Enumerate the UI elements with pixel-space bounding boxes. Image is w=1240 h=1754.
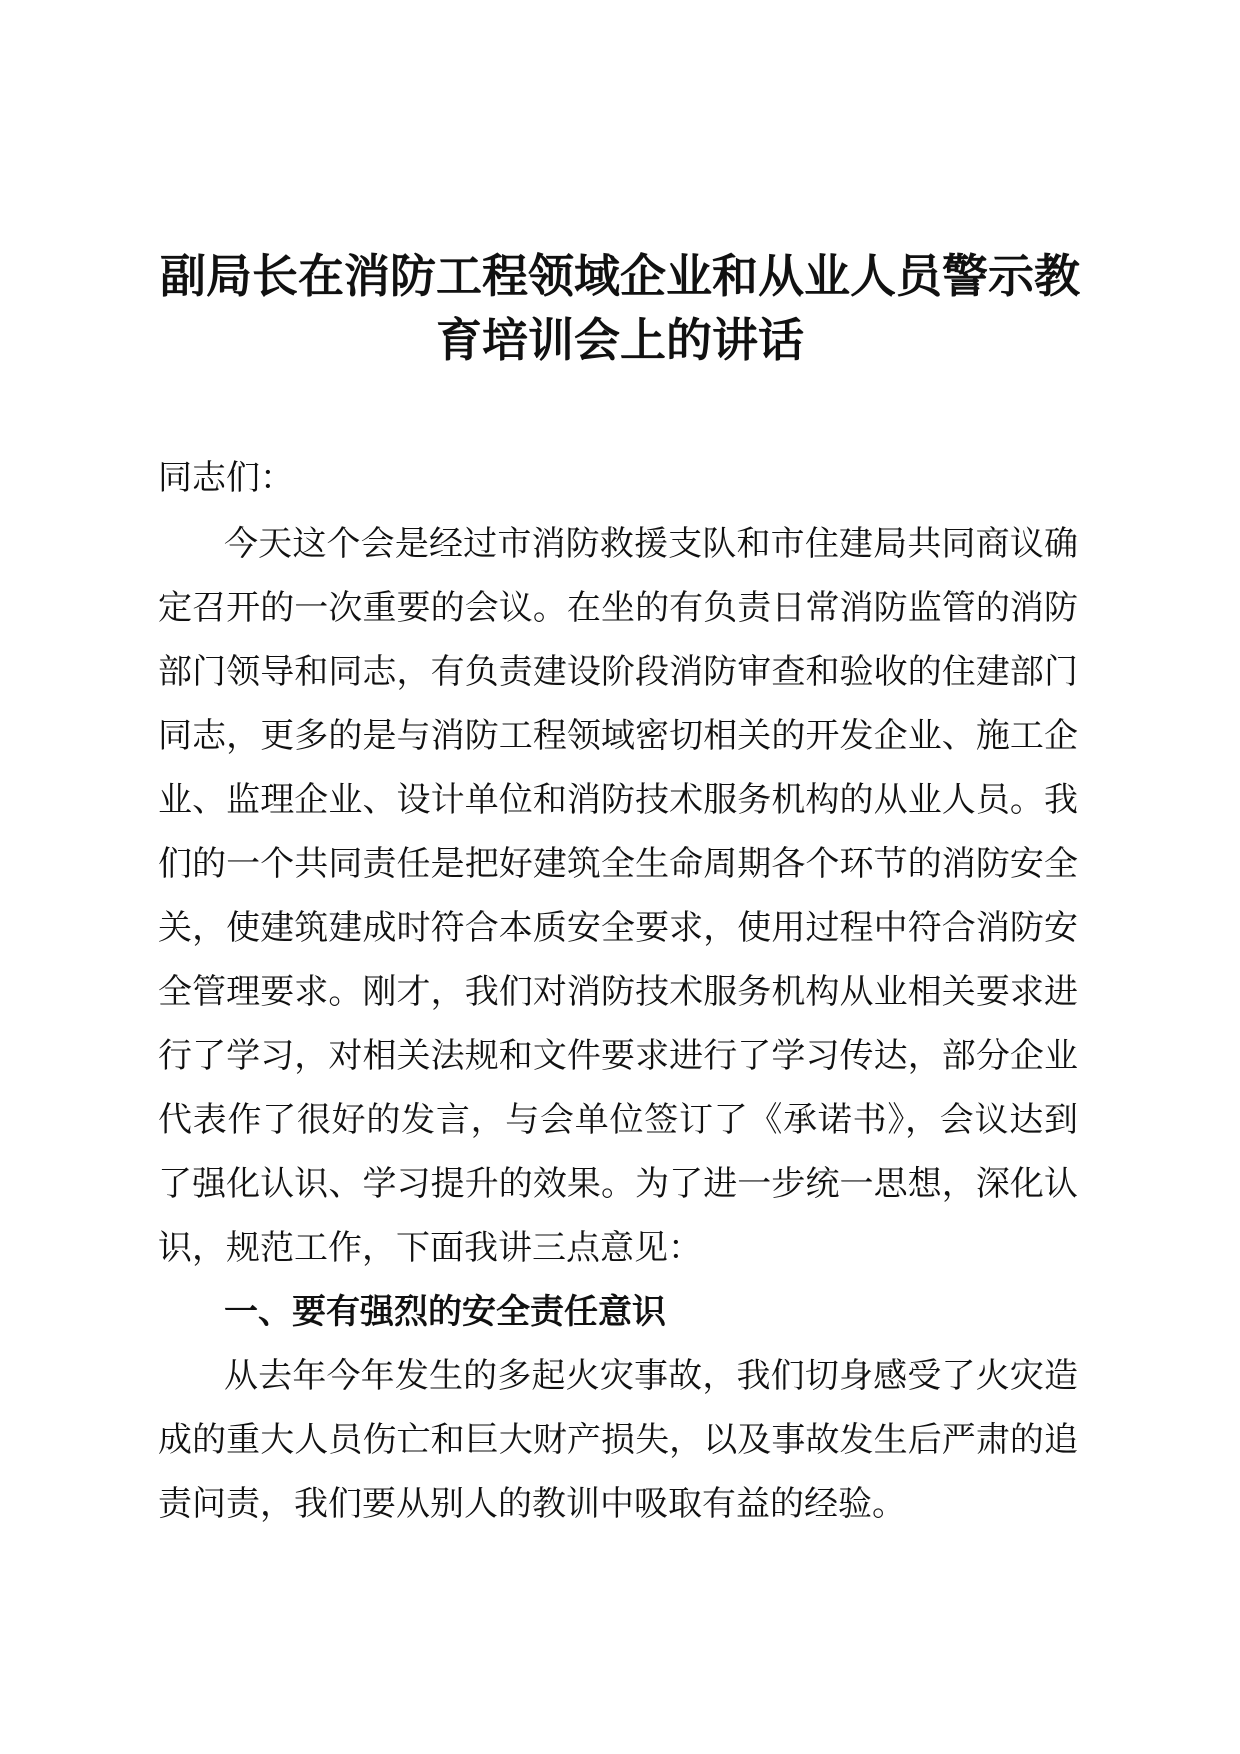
paragraph-1-line-5: 业、监理企业、设计单位和消防技术服务机构的从业人员。我 [158, 780, 1078, 820]
paragraph-1-line-4: 同志，更多的是与消防工程领域密切相关的开发企业、施工企 [158, 716, 1078, 756]
paragraph-1-line-1: 今天这个会是经过市消防救援支队和市住建局共同商议确 [224, 524, 1078, 564]
paragraph-1-line-8: 全管理要求。刚才，我们对消防技术服务机构从业相关要求进 [158, 972, 1078, 1012]
paragraph-1-line-9: 行了学习，对相关法规和文件要求进行了学习传达，部分企业 [158, 1036, 1078, 1076]
paragraph-1-line-6: 们的一个共同责任是把好建筑全生命周期各个环节的消防安全 [158, 844, 1078, 884]
document-title-line-2: 育培训会上的讲话 [436, 313, 804, 367]
document-title-line-1: 副局长在消防工程领域企业和从业人员警示教 [160, 249, 1080, 303]
paragraph-1-line-7: 关，使建筑建成时符合本质安全要求，使用过程中符合消防安 [158, 908, 1078, 948]
paragraph-1-line-12: 识，规范工作，下面我讲三点意见： [158, 1228, 702, 1268]
salutation: 同志们： [158, 458, 294, 498]
section-1-heading: 一、要有强烈的安全责任意识 [224, 1292, 666, 1332]
paragraph-1-line-2: 定召开的一次重要的会议。在坐的有负责日常消防监管的消防 [158, 588, 1078, 628]
paragraph-2-line-1: 从去年今年发生的多起火灾事故，我们切身感受了火灾造 [224, 1356, 1078, 1396]
paragraph-1-line-10: 代表作了很好的发言，与会单位签订了《承诺书》，会议达到 [158, 1100, 1078, 1140]
paragraph-1-line-3: 部门领导和同志，有负责建设阶段消防审查和验收的住建部门 [158, 652, 1078, 692]
paragraph-1-line-11: 了强化认识、学习提升的效果。为了进一步统一思想，深化认 [158, 1164, 1078, 1204]
paragraph-2-line-2: 成的重大人员伤亡和巨大财产损失，以及事故发生后严肃的追 [158, 1420, 1078, 1460]
paragraph-2-line-3: 责问责，我们要从别人的教训中吸取有益的经验。 [158, 1484, 906, 1524]
